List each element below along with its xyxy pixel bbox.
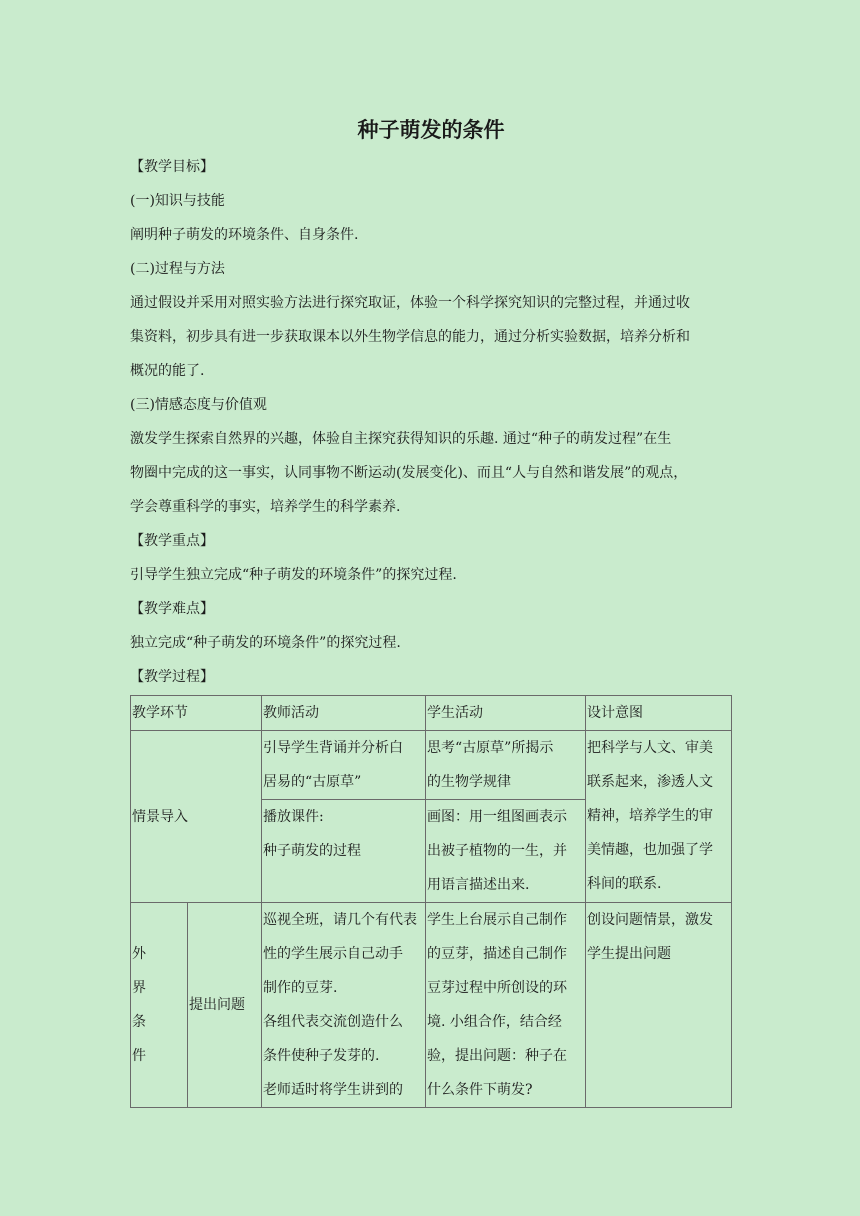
key-text: 引导学生独立完成“种子萌发的环境条件”的探究过程. [130,567,457,583]
substage-cell: 提出问题 [188,903,262,1108]
cell-line: 引导学生背诵并分析白 [263,740,403,756]
table-row [131,731,732,800]
table-row [131,903,732,1108]
emotion-heading: (三)情感态度与价值观 [130,397,267,413]
cell-line: 各组代表交流创造什么 [263,1014,403,1030]
stage-vertical-cell [131,903,188,1108]
cell-line: 联系起来，渗透人文 [587,774,713,790]
cell-line: 境. 小组合作，结合经 [427,1014,562,1030]
process-text-line: 通过假设并采用对照实验方法进行探究取证，体验一个科学探究知识的完整过程，并通过收 [130,295,690,311]
cell-line: 画图：用一组图画表示 [427,809,567,825]
header-intent: 设计意图 [586,696,732,731]
header-teacher: 教师活动 [262,696,426,731]
difficulty-text: 独立完成“种子萌发的环境条件”的探究过程. [130,635,401,651]
cell-line: 的生物学规律 [427,774,511,790]
cell-line: 学生上台展示自己制作 [427,912,567,928]
process-heading: (二)过程与方法 [130,261,225,277]
knowledge-heading: (一)知识与技能 [130,193,225,209]
cell-line: 科间的联系. [587,876,662,892]
cell-line: 条件使种子发芽的. [263,1048,380,1064]
stage-char: 条 [132,1014,146,1030]
student-cell [426,903,586,1108]
teacher-cell [262,731,426,800]
procedure-table [130,695,732,1108]
cell-line: 豆芽过程中所创设的环 [427,980,567,996]
document-title: 种子萌发的条件 [357,117,505,142]
table-header-row [131,696,732,731]
stage-char: 外 [132,946,146,962]
cell-line: 的豆芽，描述自己制作 [427,946,567,962]
key-heading: 【教学重点】 [130,533,214,549]
objectives-heading: 【教学目标】 [130,159,214,175]
cell-line: 思考“古原草”所揭示 [427,740,554,756]
emotion-text-line: 学会尊重科学的事实，培养学生的科学素养. [130,499,401,515]
intent-cell [586,903,732,1108]
process-text-line: 概况的能了. [130,363,205,379]
student-cell [426,731,586,800]
cell-line: 老师适时将学生讲到的 [263,1082,403,1098]
process-text-line: 集资料，初步具有进一步获取课本以外生物学信息的能力，通过分析实验数据，培养分析和 [130,329,690,345]
student-cell [426,800,586,903]
emotion-text-line: 物圈中完成的这一事实，认同事物不断运动(发展变化)、而且“人与自然和谐发展”的观点， [130,465,688,481]
cell-line: 用语言描述出来. [427,877,530,893]
emotion-text-line: 激发学生探索自然界的兴趣，体验自主探究获得知识的乐趣. 通过“种子的萌发过程”在生 [130,431,672,447]
stage-char: 件 [132,1048,146,1064]
cell-line: 美情趣，也加强了学 [587,842,713,858]
cell-line: 巡视全班，请几个有代表 [263,912,417,928]
cell-line: 种子萌发的过程 [263,843,361,859]
cell-line: 性的学生展示自己动手 [263,946,403,962]
knowledge-text: 阐明种子萌发的环境条件、自身条件. [130,227,359,243]
cell-line: 居易的“古原草” [263,774,362,790]
cell-line: 把科学与人文、审美 [587,740,713,756]
difficulty-heading: 【教学难点】 [130,601,214,617]
cell-line: 什么条件下萌发? [427,1082,533,1098]
intent-cell [586,731,732,903]
document-page [130,110,732,1108]
teacher-cell [262,903,426,1108]
stage-cell: 情景导入 [131,731,262,903]
header-student: 学生活动 [426,696,586,731]
cell-line: 学生提出问题 [587,946,671,962]
cell-line: 制作的豆芽. [263,980,338,996]
cell-line: 验，提出问题：种子在 [427,1048,567,1064]
header-stage: 教学环节 [131,696,262,731]
cell-line: 出被子植物的一生，并 [427,843,567,859]
cell-line: 播放课件: [263,809,324,825]
cell-line: 精神，培养学生的审 [587,808,713,824]
stage-char: 界 [132,980,146,996]
teacher-cell [262,800,426,903]
cell-line: 创设问题情景，激发 [587,912,713,928]
procedure-heading: 【教学过程】 [130,669,214,685]
